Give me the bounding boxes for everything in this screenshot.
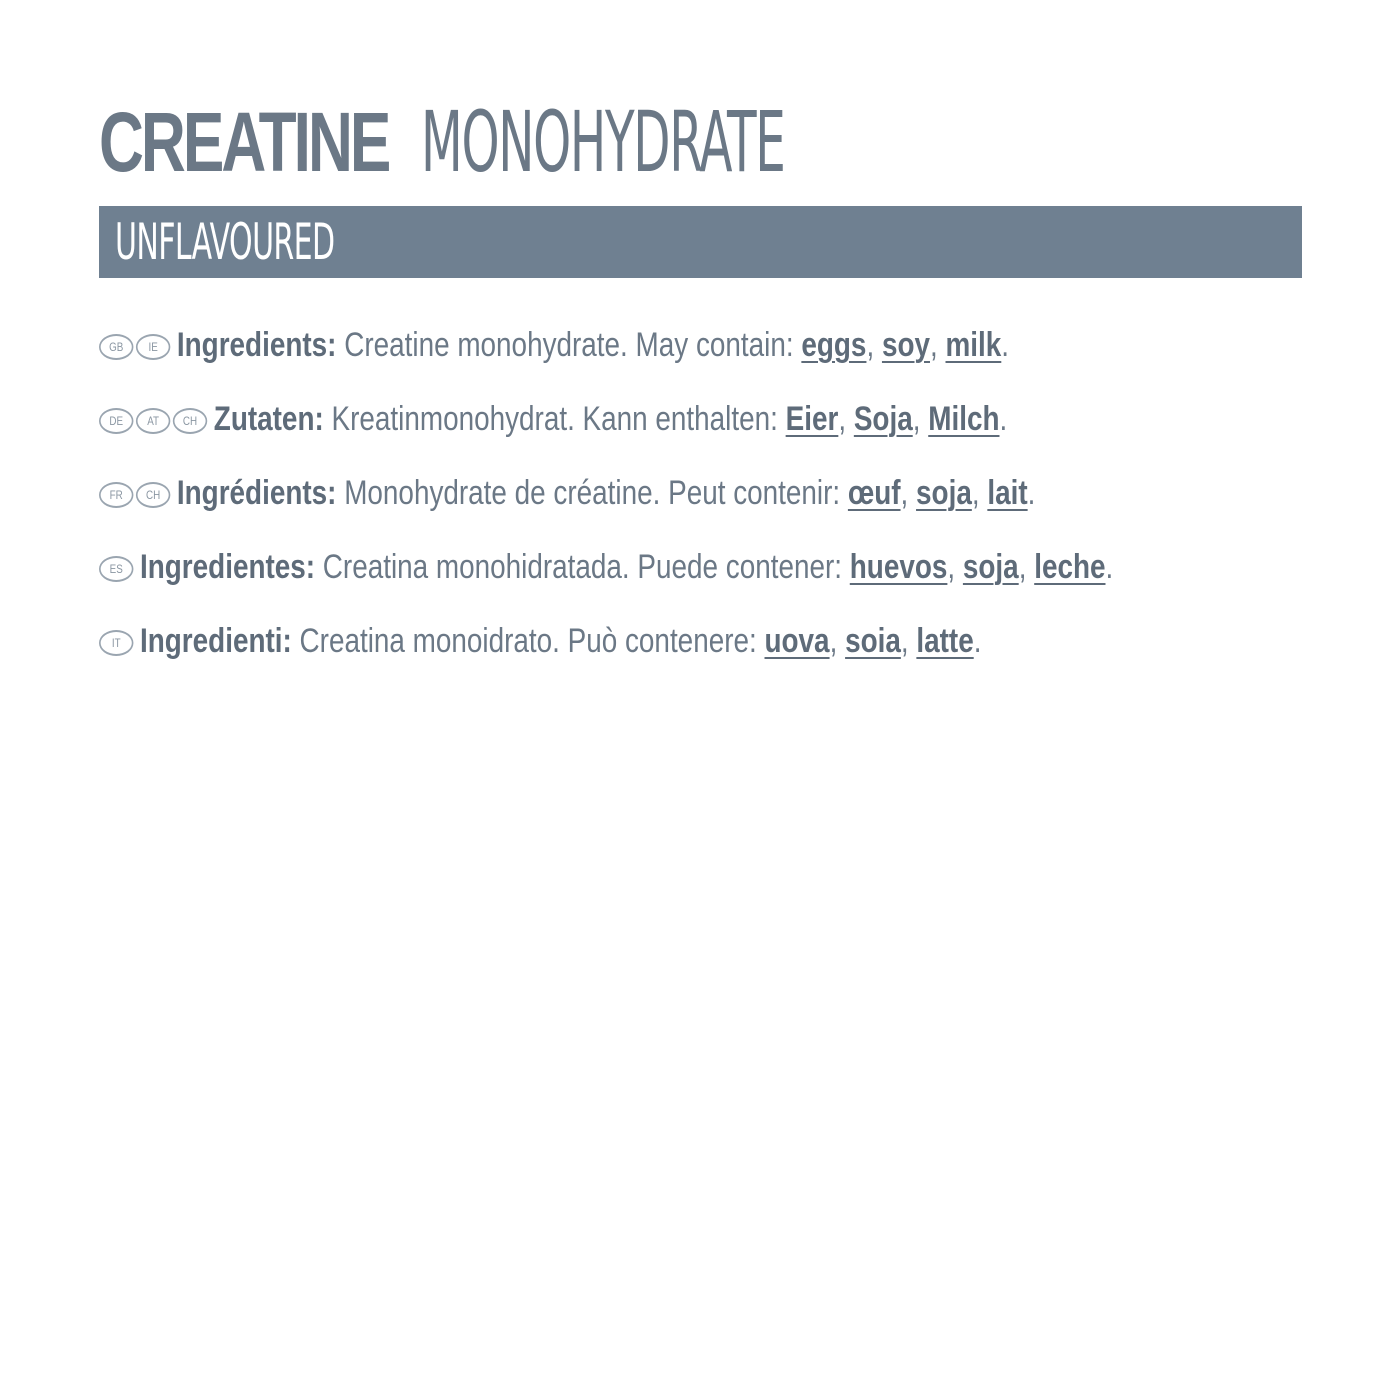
country-code-badge: IT	[99, 630, 133, 656]
country-codes	[99, 334, 170, 360]
ingredients-text: Kreatinmonohydrat. Kann enthalten:	[323, 399, 786, 438]
separator: ,	[866, 325, 882, 364]
separator: ,	[900, 473, 917, 512]
allergen: milk	[945, 325, 1002, 364]
separator: ,	[900, 621, 917, 660]
ingredients-label: Ingrédients:	[176, 473, 337, 512]
ingredients-text: Monohydrate de créatine. Peut contenir:	[336, 473, 848, 512]
ingredients-row	[99, 382, 1309, 456]
row-end: .	[1001, 325, 1010, 364]
row-end: .	[1105, 547, 1114, 586]
product-title	[99, 93, 1302, 200]
flavour-text: UNFLAVOURED	[115, 213, 335, 271]
country-code-badge: FR	[99, 482, 133, 508]
row-content	[99, 622, 981, 661]
separator: ,	[1018, 547, 1035, 586]
country-code-badge: GB	[99, 334, 133, 360]
separator: ,	[929, 325, 946, 364]
separator: ,	[947, 547, 963, 586]
separator: ,	[829, 621, 846, 660]
allergen: leche	[1034, 547, 1106, 586]
ingredients-row	[99, 308, 1309, 382]
allergen: soja	[962, 547, 1019, 586]
allergen: huevos	[849, 547, 948, 586]
allergen: eggs	[801, 325, 867, 364]
country-codes	[99, 630, 133, 656]
row-content	[99, 474, 1035, 513]
country-code-badge: IE	[136, 334, 170, 360]
allergen: œuf	[847, 473, 901, 512]
ingredients-text: Creatine monohydrate. May contain:	[336, 325, 802, 364]
ingredients-text: Creatina monoidrato. Può contenere:	[291, 621, 765, 660]
ingredients-row	[99, 456, 1309, 530]
flavour-band	[99, 206, 1302, 278]
country-code-badge: DE	[99, 408, 133, 434]
allergen: Milch	[928, 399, 1000, 438]
title-bold: CREATINE	[99, 95, 389, 189]
allergen: Soja	[853, 399, 913, 438]
allergen: soia	[845, 621, 901, 660]
row-end: .	[1027, 473, 1036, 512]
country-code-badge: ES	[99, 556, 133, 582]
allergen: soja	[916, 473, 972, 512]
allergen: uova	[764, 621, 830, 660]
ingredients-list	[99, 308, 1309, 678]
row-end: .	[999, 399, 1008, 438]
ingredients-label: Ingredienti:	[140, 621, 292, 660]
ingredients-label: Zutaten:	[213, 399, 324, 438]
allergen: soy	[881, 325, 930, 364]
row-content	[99, 326, 1009, 365]
row-content	[99, 400, 1007, 439]
country-code-badge: CH	[173, 408, 207, 434]
ingredients-text: Creatina monohidratada. Puede contener:	[315, 547, 850, 586]
ingredients-row	[99, 530, 1309, 604]
separator: ,	[912, 399, 929, 438]
separator: ,	[838, 399, 854, 438]
row-content	[99, 548, 1113, 587]
country-codes	[99, 482, 170, 508]
title-light: MONOHYDRATE	[421, 93, 785, 191]
allergen: latte	[916, 621, 974, 660]
row-end: .	[973, 621, 982, 660]
allergen: Eier	[785, 399, 839, 438]
country-codes	[99, 408, 207, 434]
ingredients-label: Ingredients:	[176, 325, 337, 364]
country-code-badge: AT	[136, 408, 170, 434]
ingredients-label: Ingredientes:	[140, 547, 316, 586]
ingredients-row	[99, 604, 1309, 678]
country-codes	[99, 556, 133, 582]
separator: ,	[971, 473, 988, 512]
allergen: lait	[987, 473, 1028, 512]
country-code-badge: CH	[136, 482, 170, 508]
product-label	[99, 93, 1302, 660]
